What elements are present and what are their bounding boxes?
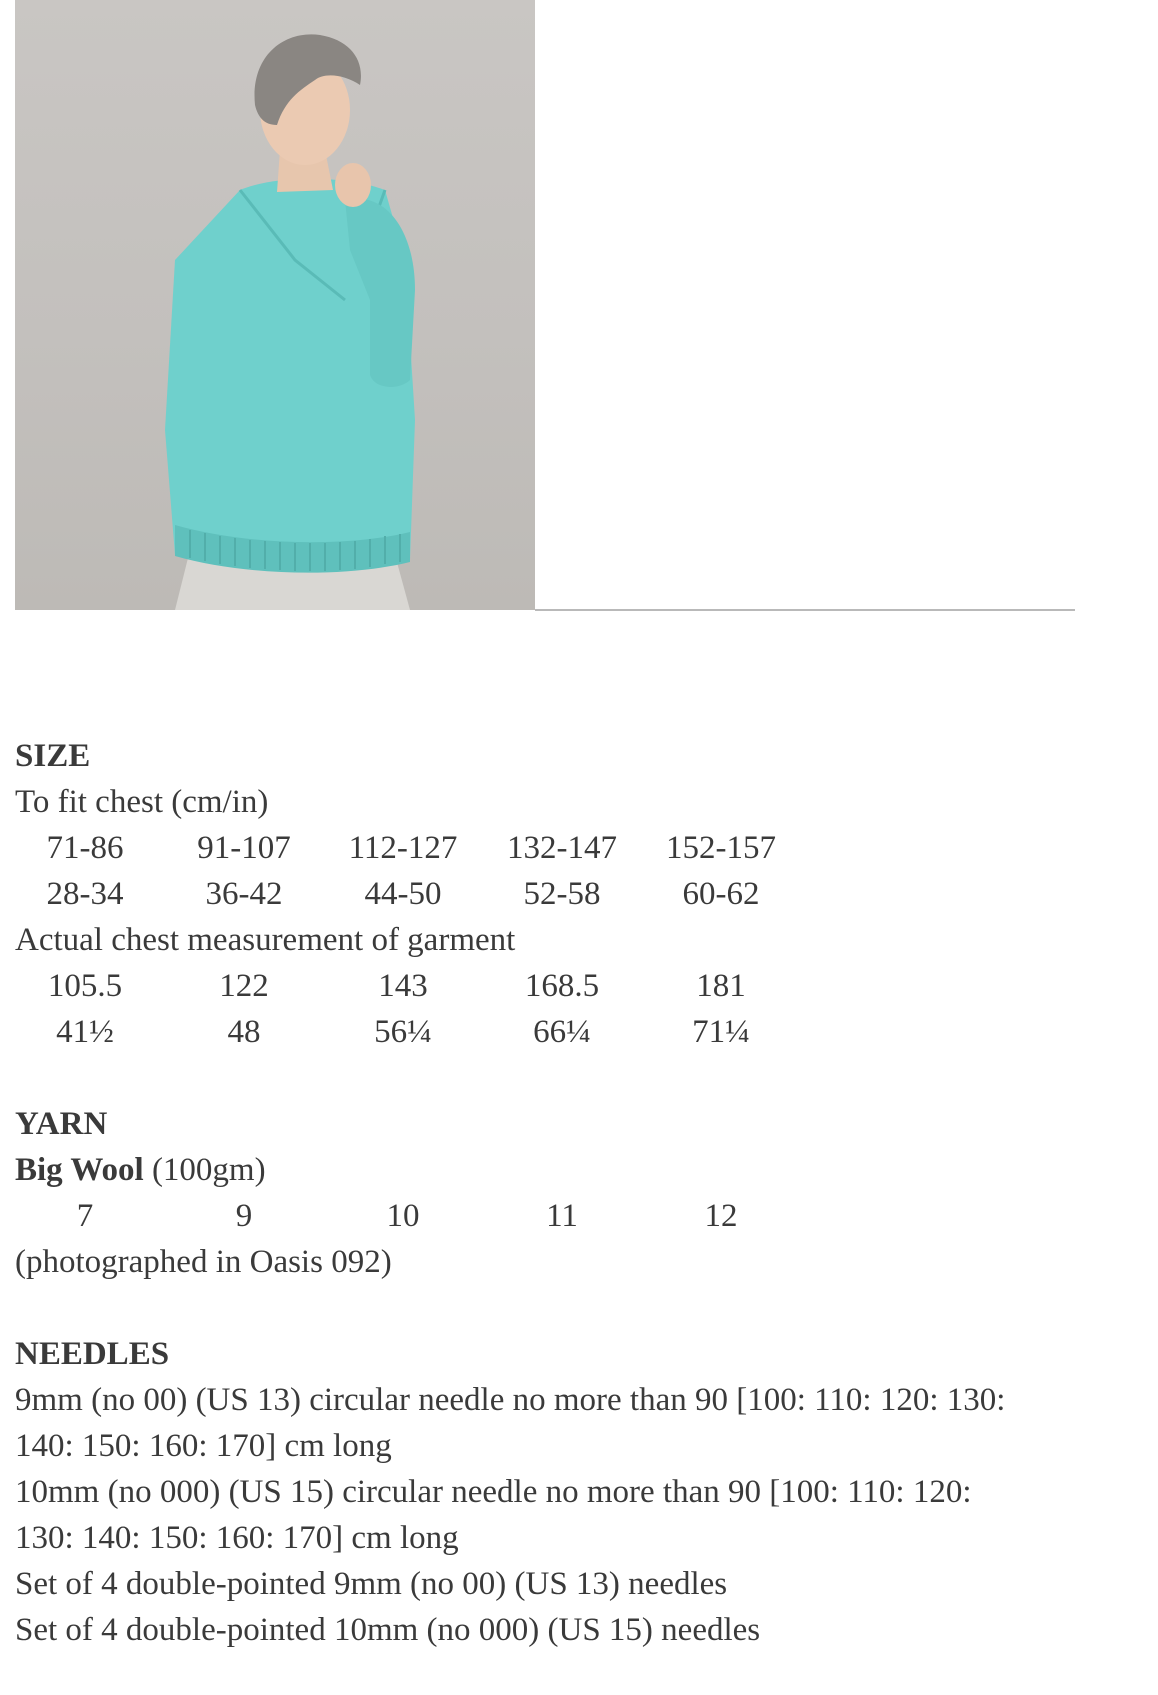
yarn-balls-row	[15, 1193, 1115, 1239]
actual-chest-label: Actual chest measurement of garment	[15, 922, 516, 958]
yarn-weight: (100gm)	[143, 1152, 266, 1188]
fit-cm-4: 132-147	[507, 830, 617, 866]
fit-chest-in-row	[15, 871, 1115, 917]
yarn-balls-1: 7	[76, 1198, 94, 1234]
needles-line: 9mm (no 00) (US 13) circular needle no more than 90 [100: 110: 120: 130:	[15, 1382, 1006, 1418]
fit-in-2: 36-42	[205, 876, 283, 912]
yarn-balls-2: 9	[235, 1198, 253, 1234]
needles-line: 130: 140: 150: 160: 170] cm long	[15, 1520, 459, 1556]
needles-line: Set of 4 double-pointed 9mm (no 00) (US 13) needles	[15, 1566, 728, 1602]
needles-section	[15, 1331, 1145, 1653]
needles-line: 140: 150: 160: 170] cm long	[15, 1428, 392, 1464]
actual-in-2: 48	[227, 1014, 261, 1050]
fit-in-5: 60-62	[682, 876, 760, 912]
fit-cm-3: 112-127	[348, 830, 458, 866]
fit-cm-2: 91-107	[197, 830, 291, 866]
yarn-note: (photographed in Oasis 092)	[15, 1244, 392, 1280]
yarn-name: Big Wool	[15, 1152, 144, 1188]
actual-chest-in-row	[15, 1009, 1115, 1055]
actual-chest-cm-row	[15, 963, 1115, 1009]
product-photo	[15, 0, 535, 610]
needles-line: 10mm (no 000) (US 15) circular needle no more than 90 [100: 110: 120:	[15, 1474, 972, 1510]
size-heading: SIZE	[15, 738, 91, 774]
actual-in-3: 56¼	[374, 1014, 432, 1050]
yarn-balls-3: 10	[386, 1198, 420, 1234]
actual-in-1: 41½	[56, 1014, 114, 1050]
yarn-balls-4: 11	[546, 1198, 578, 1234]
actual-cm-2: 122	[219, 968, 269, 1004]
size-section	[15, 733, 1115, 1055]
model-sweater-illustration	[15, 0, 535, 610]
fit-in-3: 44-50	[364, 876, 442, 912]
fit-cm-5: 152-157	[666, 830, 776, 866]
fit-in-4: 52-58	[523, 876, 601, 912]
yarn-section	[15, 1101, 1115, 1285]
actual-cm-4: 168.5	[524, 968, 600, 1004]
needles-heading: NEEDLES	[15, 1336, 170, 1372]
fit-in-1: 28-34	[46, 876, 124, 912]
actual-cm-1: 105.5	[47, 968, 123, 1004]
divider-line	[535, 609, 1075, 611]
yarn-name-line	[15, 1147, 1115, 1193]
fit-chest-label: To fit chest (cm/in)	[15, 784, 269, 820]
yarn-balls-5: 12	[704, 1198, 738, 1234]
actual-cm-5: 181	[696, 968, 746, 1004]
actual-in-5: 71¼	[692, 1014, 750, 1050]
needles-line: Set of 4 double-pointed 10mm (no 000) (US 15) needles	[15, 1612, 761, 1648]
actual-cm-3: 143	[378, 968, 428, 1004]
yarn-heading: YARN	[15, 1106, 108, 1142]
fit-chest-cm-row	[15, 825, 1115, 871]
fit-cm-1: 71-86	[46, 830, 124, 866]
actual-in-4: 66¼	[533, 1014, 591, 1050]
